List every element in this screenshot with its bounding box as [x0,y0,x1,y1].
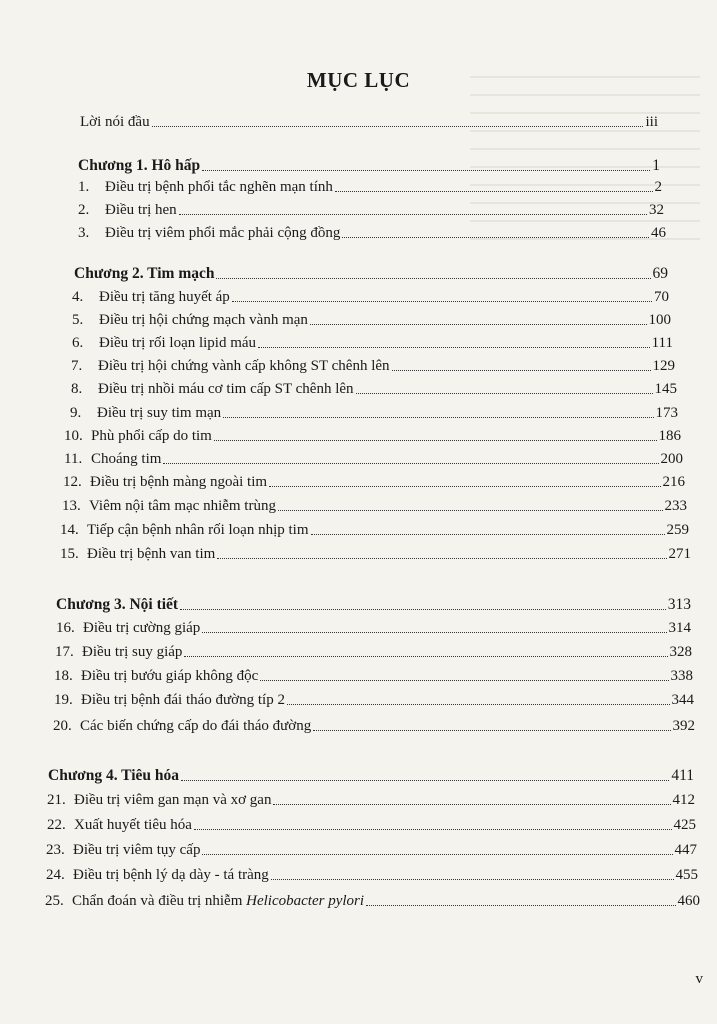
toc-page-number: 412 [672,792,695,808]
toc-entry [60,546,691,563]
entry-number: 5. [72,312,84,328]
toc-entry-text: Điều trị rối loạn lipid máu [99,335,257,351]
leader-dots [392,370,651,371]
toc-entry [78,202,664,219]
toc-page-number: 200 [660,451,683,467]
leader-dots [269,486,660,487]
leader-dots [179,214,647,215]
toc-chapter [78,157,660,175]
toc-chapter [56,596,691,614]
toc-entry-text: Điều trị hội chứng mạch vành mạn [99,312,308,328]
toc-page-number: 70 [654,289,669,305]
toc-page-number: 447 [674,842,697,858]
entry-number: 8. [71,381,83,397]
leader-dots [287,704,670,705]
toc-page-number: 411 [671,767,694,784]
toc-preface [80,114,658,131]
toc-page-number: 216 [662,474,685,490]
entry-number: 23. [46,842,65,858]
entry-number: 9. [70,405,82,421]
leader-dots [342,237,649,238]
leader-dots [181,780,669,781]
toc-entry-text: Điều trị bệnh đái tháo đường típ 2 [81,692,285,708]
leader-dots [194,829,672,830]
toc-entry-text [72,893,364,910]
chapter-heading: Chương 1. Hô hấp [78,157,201,174]
toc-entry-text: Điều trị hen [105,202,177,218]
toc-entry [60,522,689,539]
toc-entry-text: Xuất huyết tiêu hóa [74,817,192,833]
toc-page-number: 129 [652,358,675,374]
toc-entry [71,358,675,375]
toc-page-number: 1 [652,157,660,174]
entry-number: 18. [54,668,73,684]
toc-entry [70,405,678,422]
toc-entry-text: Điều trị nhồi máu cơ tim cấp ST chênh lên [98,381,354,397]
toc-entry-text: Điều trị bệnh lý dạ dày - tá tràng [73,867,269,883]
toc-entry [55,644,692,661]
toc-page-number: 32 [649,202,664,218]
toc-entry-text: Lời nói đầu [80,114,150,130]
entry-number: 13. [62,498,81,514]
leader-dots [202,632,666,633]
toc-entry [46,842,697,859]
toc-page-number: 455 [675,867,698,883]
toc-entry [47,792,695,809]
entry-number: 1. [78,179,90,195]
leader-dots [232,301,652,302]
toc-page-number: 314 [668,620,691,636]
toc-chapter [48,767,694,785]
leader-dots [202,854,672,855]
entry-number: 6. [72,335,84,351]
toc-entry [62,498,687,515]
toc-entry-text: Điều trị suy giáp [82,644,183,660]
toc-entry-text: Điều trị cường giáp [83,620,201,636]
toc-page-number: 100 [648,312,671,328]
toc-entry-text-italic: Helicobacter pylori [246,893,365,909]
toc-entry-text: Điều trị bệnh phổi tắc nghẽn mạn tính [105,179,333,195]
leader-dots [356,393,653,394]
toc-page-number: 328 [669,644,692,660]
toc-page-number: 173 [655,405,678,421]
entry-number: 2. [78,202,90,218]
toc-page-number: 145 [654,381,677,397]
page-number-footer: v [695,971,703,987]
entry-number: 10. [64,428,83,444]
entry-number: 14. [60,522,79,538]
toc-page-number: 259 [666,522,689,538]
toc-entry [46,867,698,884]
toc-page-number: 392 [672,718,695,734]
leader-dots [260,680,668,681]
toc-entry-text: Điều trị viêm tụy cấp [73,842,201,858]
toc-page-number: 69 [652,265,668,282]
toc-chapter [74,265,668,283]
toc-entry [78,179,662,196]
toc-entry-text: Điều trị viêm gan mạn và xơ gan [74,792,272,808]
leader-dots [217,558,666,559]
chapter-heading: Chương 4. Tiêu hóa [48,767,180,784]
toc-entry [72,335,673,352]
toc-entry [64,451,683,468]
entry-number: 19. [54,692,73,708]
leader-dots [223,417,653,418]
toc-entry [64,428,681,445]
toc-entry-text-main: Chẩn đoán và điều trị nhiễm [72,893,243,909]
entry-number: 16. [56,620,75,636]
entry-number: 25. [45,893,64,909]
leader-dots [273,804,670,805]
toc-entry-text: Điều trị hội chứng vành cấp không ST chênh lên [98,358,390,374]
toc-entry-text: Điều trị bệnh màng ngoài tim [90,474,268,490]
entry-number: 20. [53,718,72,734]
leader-dots [180,609,666,610]
toc-page-number: iii [645,114,658,130]
leader-dots [202,170,650,171]
toc-entry-text: Phù phổi cấp do tim [91,428,212,444]
toc-entry [56,620,691,637]
toc-entry [45,893,700,910]
leader-dots [278,510,663,511]
toc-entry-text: Điều trị bệnh van tim [87,546,216,562]
toc-entry-text: Điều trị viêm phổi mắc phải cộng đồng [105,225,341,241]
chapter-heading: Chương 2. Tim mạch [74,265,215,282]
leader-dots [258,347,650,348]
toc-page-number: 233 [664,498,687,514]
toc-entry-text: Viêm nội tâm mạc nhiễm trùng [89,498,276,514]
leader-dots [216,278,650,279]
toc-entry-text: Điều trị suy tim mạn [97,405,222,421]
toc-entry [54,692,694,709]
entry-number: 21. [47,792,66,808]
entry-number: 7. [71,358,83,374]
page-title: MỤC LỤC [306,68,411,92]
entry-number: 15. [60,546,79,562]
leader-dots [184,656,667,657]
toc-entry-text: Các biến chứng cấp do đái tháo đường [80,718,312,734]
toc-page-number: 111 [651,335,673,351]
entry-number: 3. [78,225,90,241]
leader-dots [366,905,675,906]
toc-entry [71,381,677,398]
toc-entry [78,225,666,242]
leader-dots [311,534,665,535]
toc-entry-text: Tiếp cận bệnh nhân rối loạn nhịp tim [87,522,309,538]
toc-entry-text: Điều trị tăng huyết áp [99,289,230,305]
entry-number: 12. [63,474,82,490]
entry-number: 4. [72,289,84,305]
entry-number: 11. [64,451,83,467]
leader-dots [152,126,644,127]
toc-entry [63,474,685,491]
toc-page-number: 313 [667,596,691,613]
toc-page-number: 425 [673,817,696,833]
leader-dots [335,191,653,192]
toc-entry [72,289,669,306]
toc-page-number: 460 [677,893,700,909]
toc-entry [72,312,671,329]
toc-entry-text: Điều trị bướu giáp không độc [81,668,259,684]
toc-page-number: 271 [668,546,691,562]
entry-number: 17. [55,644,74,660]
leader-dots [310,324,647,325]
toc-page-number: 46 [651,225,666,241]
toc-entry-text: Choáng tim [91,451,162,467]
leader-dots [271,879,674,880]
toc-entry [47,817,696,834]
entry-number: 24. [46,867,65,883]
toc-entry [54,668,693,685]
toc-page-number: 338 [670,668,693,684]
toc-page-number: 344 [671,692,694,708]
leader-dots [163,463,658,464]
leader-dots [313,730,670,731]
toc-entry [53,718,695,735]
entry-number: 22. [47,817,66,833]
toc-page-number: 2 [654,179,662,195]
leader-dots [214,440,657,441]
toc-page-number: 186 [658,428,681,444]
chapter-heading: Chương 3. Nội tiết [56,596,179,613]
